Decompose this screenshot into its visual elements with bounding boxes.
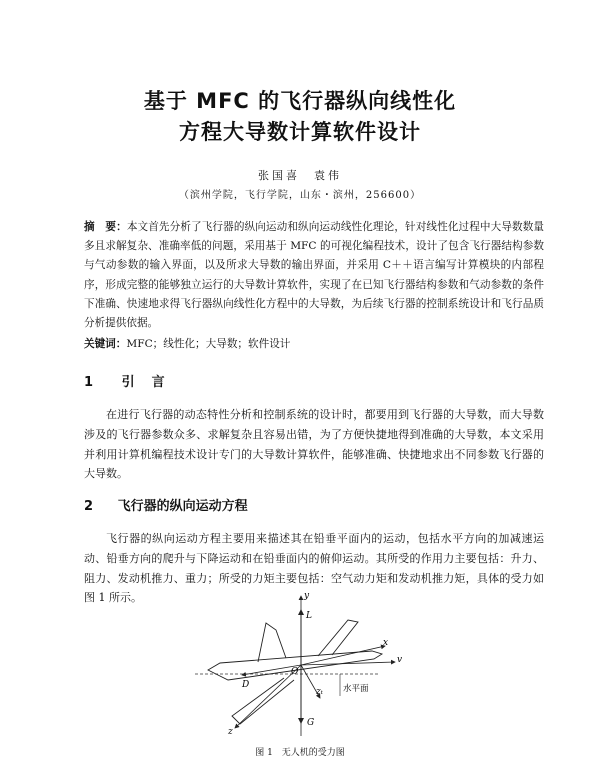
paper-title-line-2: 方程大导数计算软件设计	[179, 120, 421, 144]
force-diagram	[180, 588, 420, 740]
aircraft-wing	[318, 620, 358, 656]
label-x: x	[383, 638, 389, 648]
label-y: y	[304, 591, 310, 601]
keywords-label: 关键词：	[84, 338, 127, 350]
section-1-number: 1	[84, 375, 96, 390]
keywords	[84, 335, 544, 354]
abstract-text: 本文首先分析了飞行器的纵向运动和纵向运动线性化理论，针对线性化过程中大导数数量多且求解复杂、准确率低的问题，采用基于 MFC 的可视化编程技术，设计了包含飞行器结构参数与气动参数的输入界面，以及所求大导数的输出界面，并采用 C＋＋语言编写计算模块的内部程序，形成完整的能够独立运行的大导数计算软件，实现了在已知飞行器结构参数和气动参数的条件下准确、快速地求得飞行器纵向线性化方程中的大导数，为后续飞行器的控制系统设计和飞行品质分析提供依据。	[84, 221, 545, 330]
section-2-text: 飞行器的纵向运动方程主要用来描述其在铅垂平面内的运动，包括水平方向的加减速运动、铅垂方向的爬升与下降运动和在铅垂面内的俯仰运动。其所受的作用力主要包括：升力、阻力、发动机推力、重力；所受的力矩主要包括：空气动力矩和发动机推力矩，具体的受力如图 1 所示。	[84, 532, 544, 605]
authors: 张国喜 袁伟	[258, 169, 342, 182]
figure-caption: 图 1 无人机的受力图	[255, 748, 345, 758]
abstract-label: 摘 要：	[84, 221, 127, 233]
label-gravity: G	[307, 718, 315, 728]
label-origin: O	[291, 667, 299, 677]
label-zt: zₜ	[316, 687, 323, 697]
affiliation: （滨州学院，飞行学院，山东・滨州，256600）	[178, 190, 422, 201]
section-2-heading	[84, 495, 248, 514]
paper-title-line-1: 基于 MFC 的飞行器纵向线性化	[143, 89, 457, 113]
aircraft-upper-fin	[258, 623, 286, 662]
label-z: z	[228, 727, 233, 737]
label-horizontal-plane: 水平面	[343, 684, 369, 694]
section-2-number: 2	[84, 499, 94, 514]
keywords-text: MFC；线性化；大导数；软件设计	[126, 338, 291, 350]
label-lift: L	[306, 611, 312, 621]
label-drag: D	[242, 680, 250, 690]
section-1-text: 在进行飞行器的动态特性分析和控制系统的设计时，都要用到飞行器的大导数，而大导数涉及的飞行器参数众多、求解复杂且容易出错，为了方便快捷地得到准确的大导数，本文采用并利用计算机编程技术设计专门的大导数计算软件，能够准确、快捷地求出不同参数飞行器的大导数。	[84, 408, 544, 481]
abstract	[84, 218, 544, 333]
label-v: v	[397, 655, 403, 665]
section-2-title: 飞行器的纵向运动方程	[117, 499, 248, 514]
section-1-heading	[84, 371, 167, 390]
section-1-title: 引 言	[121, 375, 167, 390]
